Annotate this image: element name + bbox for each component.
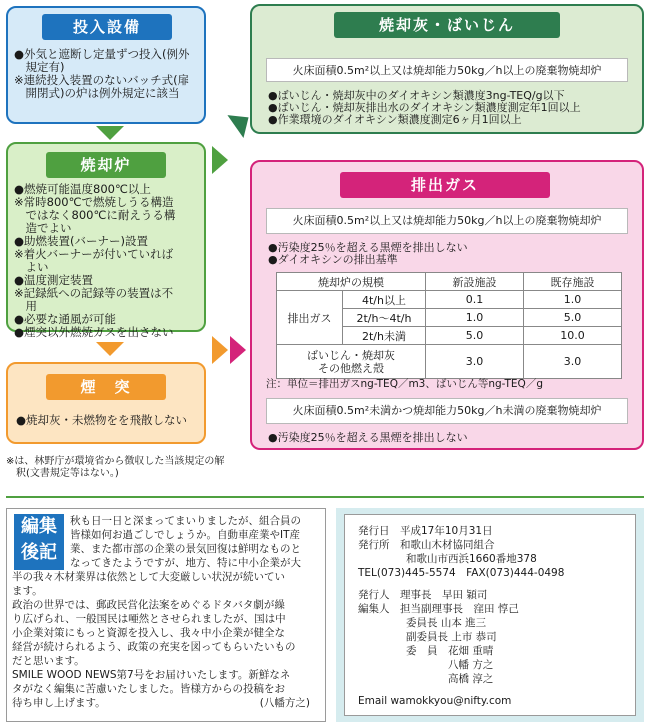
text-line: 待ち申し上げます。	[12, 697, 106, 709]
gas-text	[268, 242, 640, 266]
afterword-title-line: 後記	[21, 542, 57, 563]
text-line: ●汚染度25％を超える黒煙を排出しない	[268, 241, 468, 254]
table-cell: 1.0	[524, 291, 622, 309]
text-line: ●必要な通風が可能	[14, 312, 117, 326]
ash-text	[268, 90, 640, 126]
colophon-editor-line: 八幡 方之	[406, 659, 494, 671]
table-cell-label: ばいじん・焼却灰	[307, 348, 395, 362]
table-cell: 10.0	[524, 327, 622, 345]
table-cell-label: その他燃え殻	[318, 361, 384, 375]
afterword-text	[12, 570, 324, 710]
text-line: 用	[14, 299, 37, 313]
table-cell: 2t/h～4t/h	[343, 309, 426, 327]
arrow-down-icon	[96, 126, 124, 140]
afterword-signature: (八幡方之)	[259, 697, 310, 709]
input-equipment-text	[14, 48, 204, 100]
value: 和歌山木材協同組合	[400, 539, 495, 551]
table-row	[277, 345, 622, 379]
colophon-editor-line: 委 員 花畑 重晴	[406, 645, 494, 657]
text-line: 小企業対策にもっと資源を投入し、我々中小企業が健全な	[12, 627, 285, 639]
text-line: ※着火バーナーが付いていれば	[14, 247, 174, 261]
table-header: 新設施設	[426, 273, 524, 291]
chimney-text	[16, 414, 206, 427]
arrow-right-icon	[230, 336, 246, 364]
unit-note: 注：単位＝排出ガスng-TEQ／m3、ばいじん等ng-TEQ／g	[266, 378, 543, 390]
text-line	[12, 696, 324, 710]
afterword-title-line: 編集	[21, 516, 57, 537]
text-line: タがなく編集に苦慮いたしました。皆様方からの投稿をお	[12, 683, 285, 695]
text-line: ●温度測定装置	[14, 273, 94, 287]
afterword-title	[14, 514, 64, 570]
text-line: ●作業環境のダイオキシン類濃度測定6ヶ月1回以上	[268, 113, 522, 126]
colophon-editor	[358, 602, 634, 616]
text-line: ●ばいじん・焼却灰排出水のダイオキシン類濃度測定年1回以上	[268, 101, 581, 114]
text-line: 造でよい	[14, 221, 72, 235]
text-line: 経営が続けられるよう、政策の充実を図ってもらいたいもの	[12, 641, 296, 653]
text-line: ●燃焼可能温度800℃以上	[14, 182, 151, 196]
text-line: SMILE WOOD NEWS第7号をお届けいたします。新鮮なネ	[12, 669, 291, 681]
label: 編集人	[358, 603, 390, 615]
table-cell: 排出ガス	[277, 291, 343, 345]
afterword-text-top	[70, 514, 324, 570]
gas-condition-1: 火床面積0.5m²以上又は焼却能力50kg／h以上の廃棄物焼却炉	[266, 208, 628, 234]
chimney-title: 煙 突	[46, 374, 166, 400]
table-cell	[277, 345, 426, 379]
value: 理事長 早田 穎司	[400, 589, 488, 601]
text-line: ●外気と遮断し定量ずつ投入(例外	[14, 47, 190, 61]
arrow-right-icon	[212, 336, 228, 364]
text-line: 秋も日一日と深まってまいりましたが、組合員の	[70, 515, 301, 527]
arrow-right-icon	[212, 146, 228, 174]
text-line: ※連続投入装置のないバッチ式(扉	[14, 73, 190, 87]
colophon-publisher	[358, 538, 634, 552]
value: 平成17年10月31日	[400, 525, 493, 537]
colophon-address: 和歌山市西浜1660番地378	[406, 553, 537, 565]
colophon-issuer	[358, 588, 634, 602]
table-cell: 2t/h未満	[343, 327, 426, 345]
ash-title: 焼却灰・ばいじん	[334, 12, 560, 38]
text-line: よい	[14, 260, 49, 274]
colophon-editor-line: 高橋 淳之	[406, 673, 494, 685]
furnace-title: 焼却炉	[46, 152, 166, 178]
colophon-text	[358, 524, 634, 708]
text-line: ※常時800℃で燃焼しうる構造	[14, 195, 174, 209]
gas-condition-2: 火床面積0.5m²未満かつ焼却能力50kg／h未満の廃棄物焼却炉	[266, 398, 628, 424]
table-cell: 3.0	[426, 345, 524, 379]
text-line: 釈(文書規定等はない。)	[6, 468, 119, 479]
text-line: ●煙突以外燃焼ガスを出さない	[14, 325, 174, 339]
text-line: ●ダイオキシンの排出基準	[268, 253, 398, 266]
text-line: 規定有)	[14, 60, 65, 74]
gas-title: 排出ガス	[340, 172, 550, 198]
colophon-editor-line: 委員長 山本 進三	[406, 617, 487, 629]
text-line: 開閉式)の炉は例外規定に該当	[14, 86, 180, 100]
value: 担当副理事長 窪田 惇己	[400, 603, 519, 615]
interpretation-note	[6, 456, 246, 480]
colophon-date	[358, 524, 634, 538]
text-line: 業、また都市部の企業の景気回復は鮮明なものと	[70, 543, 301, 555]
spacer	[358, 580, 634, 588]
table-cell: 1.0	[426, 309, 524, 327]
text-line: ※は、林野庁が環境省から徴収した当該規定の解	[6, 456, 225, 467]
label: 発行所	[358, 539, 390, 551]
spacer	[358, 686, 634, 694]
gas-text-2: ●汚染度25％を超える黒煙を排出しない	[268, 431, 468, 444]
colophon-editor-line: 副委員長 上市 恭司	[406, 631, 497, 643]
label: 発行日	[358, 525, 390, 537]
text-line: ●助燃装置(バーナー)設置	[14, 234, 149, 248]
colophon-tel: TEL(073)445-5574 FAX(073)444-0498	[358, 567, 565, 579]
table-header: 焼却炉の規模	[277, 273, 426, 291]
table-row	[277, 291, 622, 309]
furnace-text	[14, 183, 204, 339]
text-line: だと思います。	[12, 655, 85, 667]
text-line: ます。	[12, 585, 43, 597]
emission-standard-table	[276, 272, 622, 379]
text-line: り広げられ、一般国民は唖然とさせられましたが、国は中	[12, 613, 286, 625]
table-cell: 4t/h以上	[343, 291, 426, 309]
colophon-email: Email wamokkyou@nifty.com	[358, 695, 512, 707]
text-line: 皆様如何お過ごしでしょうか。自動車産業やIT産	[70, 529, 301, 541]
table-cell: 3.0	[524, 345, 622, 379]
text-line: ●焼却灰・未燃物をを飛散しない	[16, 413, 188, 427]
ash-condition: 火床面積0.5m²以上又は焼却能力50kg／h以上の廃棄物焼却炉	[266, 58, 628, 82]
text-line: ●ばいじん・焼却灰中のダイオキシン類濃度3ng-TEQ/g以下	[268, 89, 565, 102]
table-header: 既存施設	[524, 273, 622, 291]
label: 発行人	[358, 589, 390, 601]
table-cell: 0.1	[426, 291, 524, 309]
text-line: 半の我々木材業界は依然として大変厳しい状況が続いてい	[12, 571, 285, 583]
text-line: ではなく800℃に耐えうる構	[14, 208, 176, 222]
arrow-down-icon	[96, 342, 124, 356]
section-divider	[6, 496, 644, 498]
text-line: ※記録紙への記録等の装置は不	[14, 286, 174, 300]
text-line: 政治の世界では、郵政民営化法案をめぐるドタバタ劇が繰	[12, 599, 285, 611]
table-cell: 5.0	[524, 309, 622, 327]
input-equipment-title: 投入設備	[42, 14, 172, 40]
text-line: なってきたようですが、地方、特に中小企業が大	[70, 557, 301, 569]
table-cell: 5.0	[426, 327, 524, 345]
